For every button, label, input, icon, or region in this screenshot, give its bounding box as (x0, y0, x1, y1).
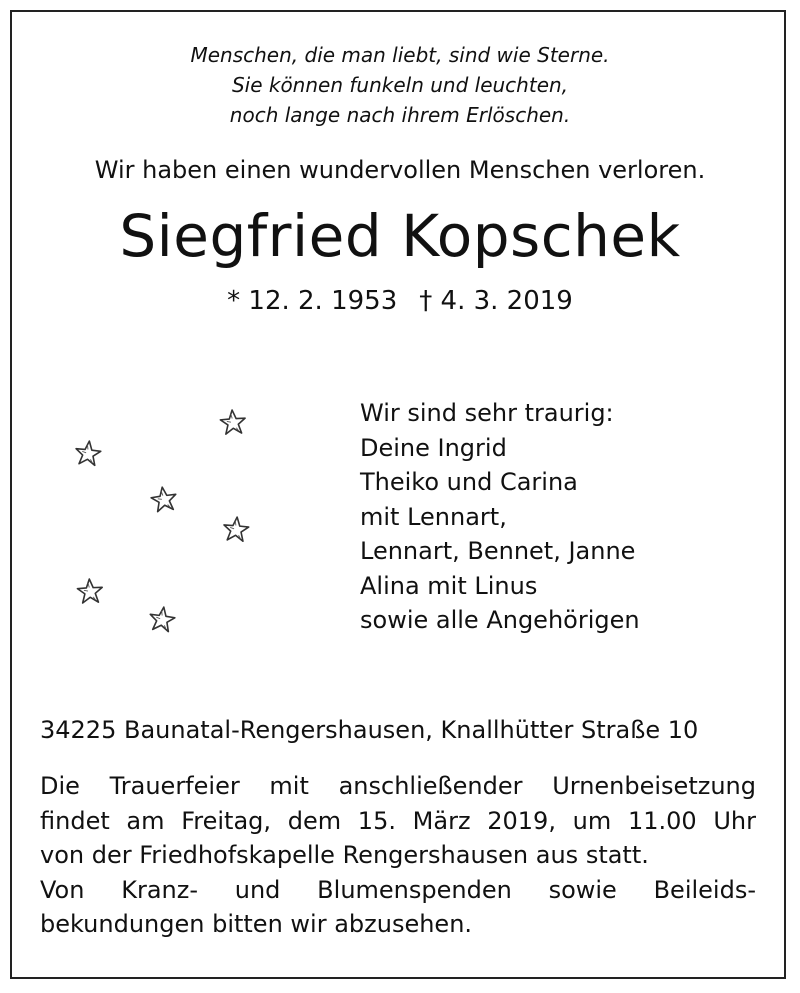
mourner-line: Alina mit Linus (360, 571, 538, 600)
address: 34225 Baunatal-Rengershausen, Knallhütter Straße 10 (40, 716, 699, 744)
mourners-list (360, 396, 640, 638)
notice-line: Die Trauerfeier mit anschließender Urnenbeisetzung (40, 772, 756, 800)
deceased-name: Siegfried Kopschek (119, 202, 681, 270)
mourner-line: Theiko und Carina (360, 468, 578, 496)
funeral-notice (40, 769, 756, 942)
poem-line-1: Menschen, die man liebt, sind wie Sterne. (190, 43, 610, 67)
notice-line: bekundungen bitten wir abzusehen. (40, 910, 473, 938)
birth-date: * 12. 2. 1953 (227, 286, 398, 316)
mourner-line: Deine Ingrid (360, 433, 507, 462)
intro-text: Wir haben einen wundervollen Menschen verloren. (94, 156, 706, 184)
life-dates (0, 286, 800, 316)
poem-line-3: noch lange nach ihrem Erlöschen. (229, 103, 571, 127)
poem-line-2: Sie können funkeln und leuchten, (231, 73, 569, 97)
death-date: † 4. 3. 2019 (419, 286, 573, 316)
notice-line: findet am Freitag, dem 15. März 2019, um 11.00 Uhr (40, 806, 756, 835)
mourner-line: Lennart, Bennet, Janne (360, 537, 636, 565)
mourner-line: mit Lennart, (360, 502, 507, 531)
notice-line: von der Friedhofskapelle Rengershausen aus statt. (40, 841, 649, 869)
mourner-line: Wir sind sehr traurig: (360, 399, 614, 427)
mourner-line: sowie alle Angehörigen (360, 606, 640, 634)
notice-line: Von Kranz- und Blumenspenden sowie Beileids- (40, 875, 756, 904)
poem (0, 40, 800, 130)
